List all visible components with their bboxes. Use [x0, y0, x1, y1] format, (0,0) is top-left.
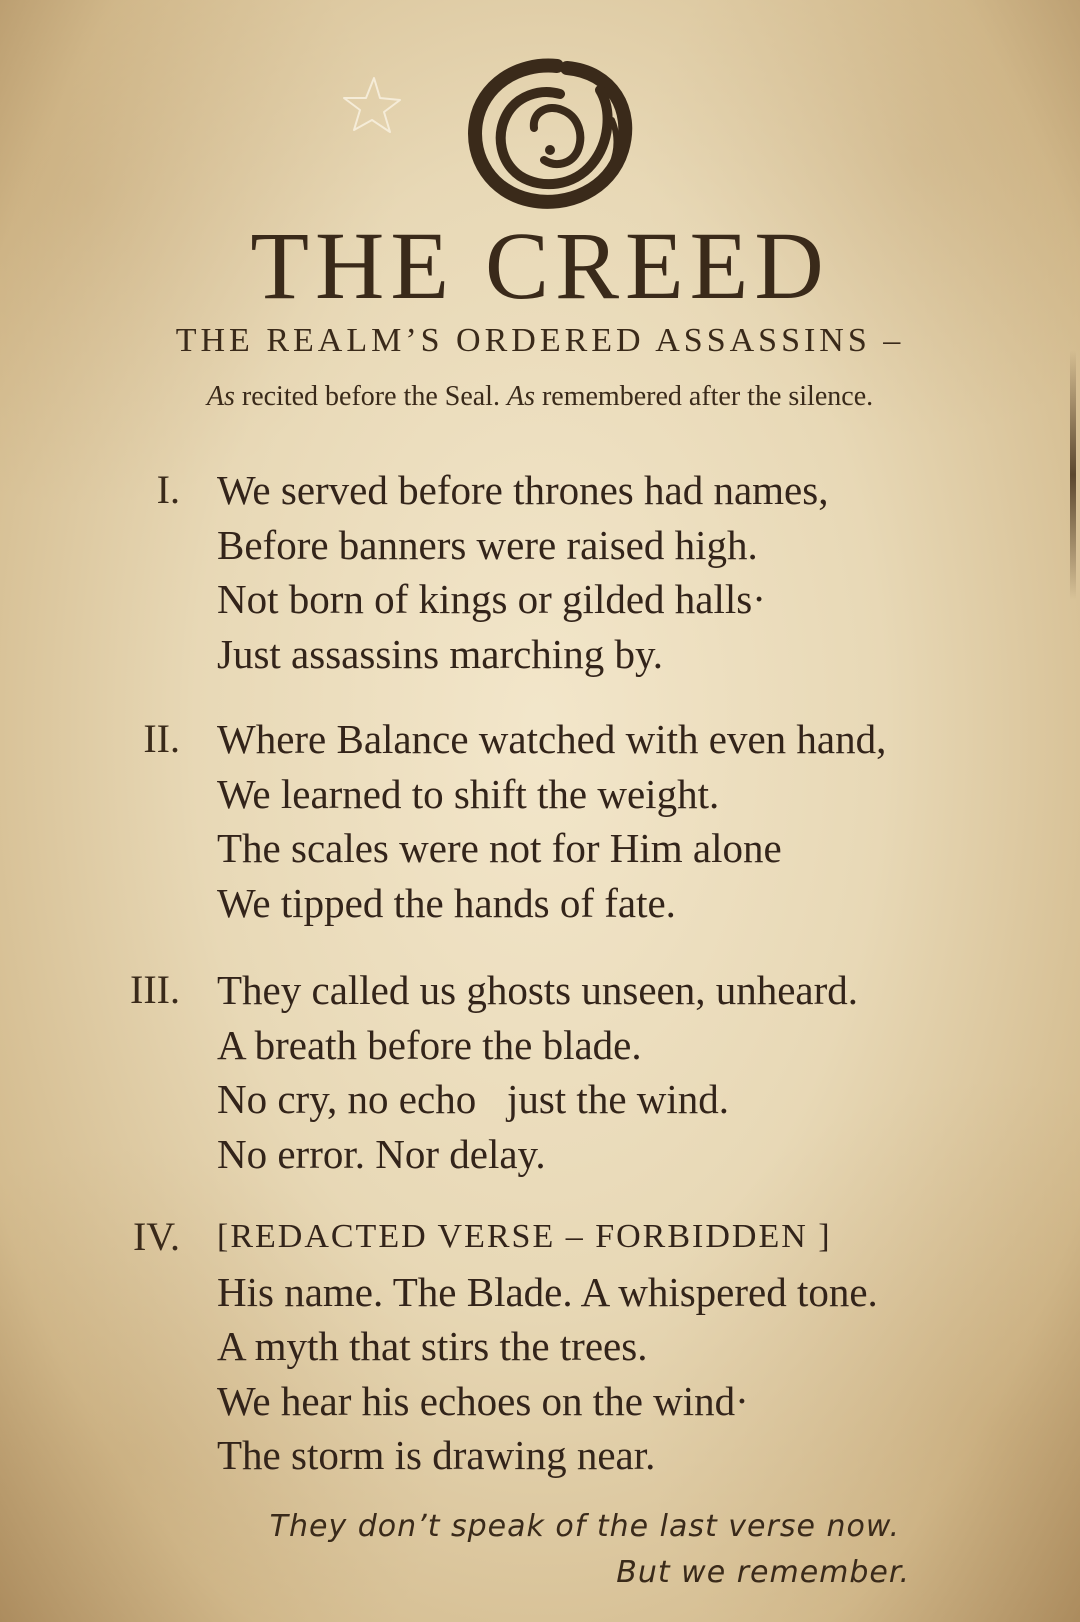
verse-line: We learned to shift the weight. — [217, 770, 720, 817]
verse-line: Where Balance watched with even hand, — [217, 716, 887, 762]
verse-line: We served before thrones had names, — [217, 467, 829, 513]
tagline-text-1: recited before the Seal. — [234, 381, 507, 412]
closing-line-1: They don’t speak of the last verse now. — [269, 1509, 900, 1544]
verse-line: His name. The Blade. A whispered tone. — [217, 1268, 878, 1315]
verse-line: A breath before the blade. — [217, 1021, 642, 1068]
verse-lines — [217, 463, 1037, 681]
verse-lines — [217, 712, 1037, 930]
page-subtitle: THE REALM’S ORDERED ASSASSINS – — [175, 322, 905, 359]
tagline — [0, 381, 1080, 413]
verse-line: The scales were not for Him alone — [217, 825, 782, 871]
verse-numeral: III. — [130, 967, 180, 1012]
closing-note — [269, 1504, 910, 1596]
verse-line: We hear his echoes on the wind· — [217, 1377, 749, 1424]
verse-line: Not born of kings or gilded halls· — [217, 576, 766, 622]
tagline-as-2: As — [506, 381, 535, 412]
verse-line: Just assassins marching by. — [217, 630, 664, 677]
redacted-verse-label: [REDACTED VERSE – FORBIDDEN ] — [217, 1218, 832, 1255]
verse-line: We tipped the hands of fate. — [217, 879, 676, 926]
tagline-text-2: remembered after the silence. — [534, 381, 874, 412]
verse-line: Before banners were raised high. — [217, 521, 758, 568]
spiral-seal-icon — [462, 50, 642, 210]
tagline-as-1: As — [206, 381, 235, 412]
closing-line-2: But we remember. — [616, 1555, 910, 1590]
page-title: THE CREED — [250, 212, 830, 319]
verse-numeral: II. — [143, 716, 180, 761]
verse-line: A myth that stirs the trees. — [217, 1323, 648, 1369]
verse-lines — [217, 1210, 1037, 1483]
verse-line: No cry, no echo just the wind. — [217, 1076, 730, 1122]
verse-line: No error. Nor delay. — [217, 1130, 546, 1177]
verse-line: They called us ghosts unseen, unheard. — [217, 967, 859, 1013]
verse-lines — [217, 963, 1037, 1181]
verse-numeral: IV. — [132, 1214, 180, 1259]
verse-numeral: I. — [156, 467, 180, 512]
verse-line: The storm is drawing near. — [217, 1432, 656, 1478]
star-outline-icon — [336, 72, 406, 142]
